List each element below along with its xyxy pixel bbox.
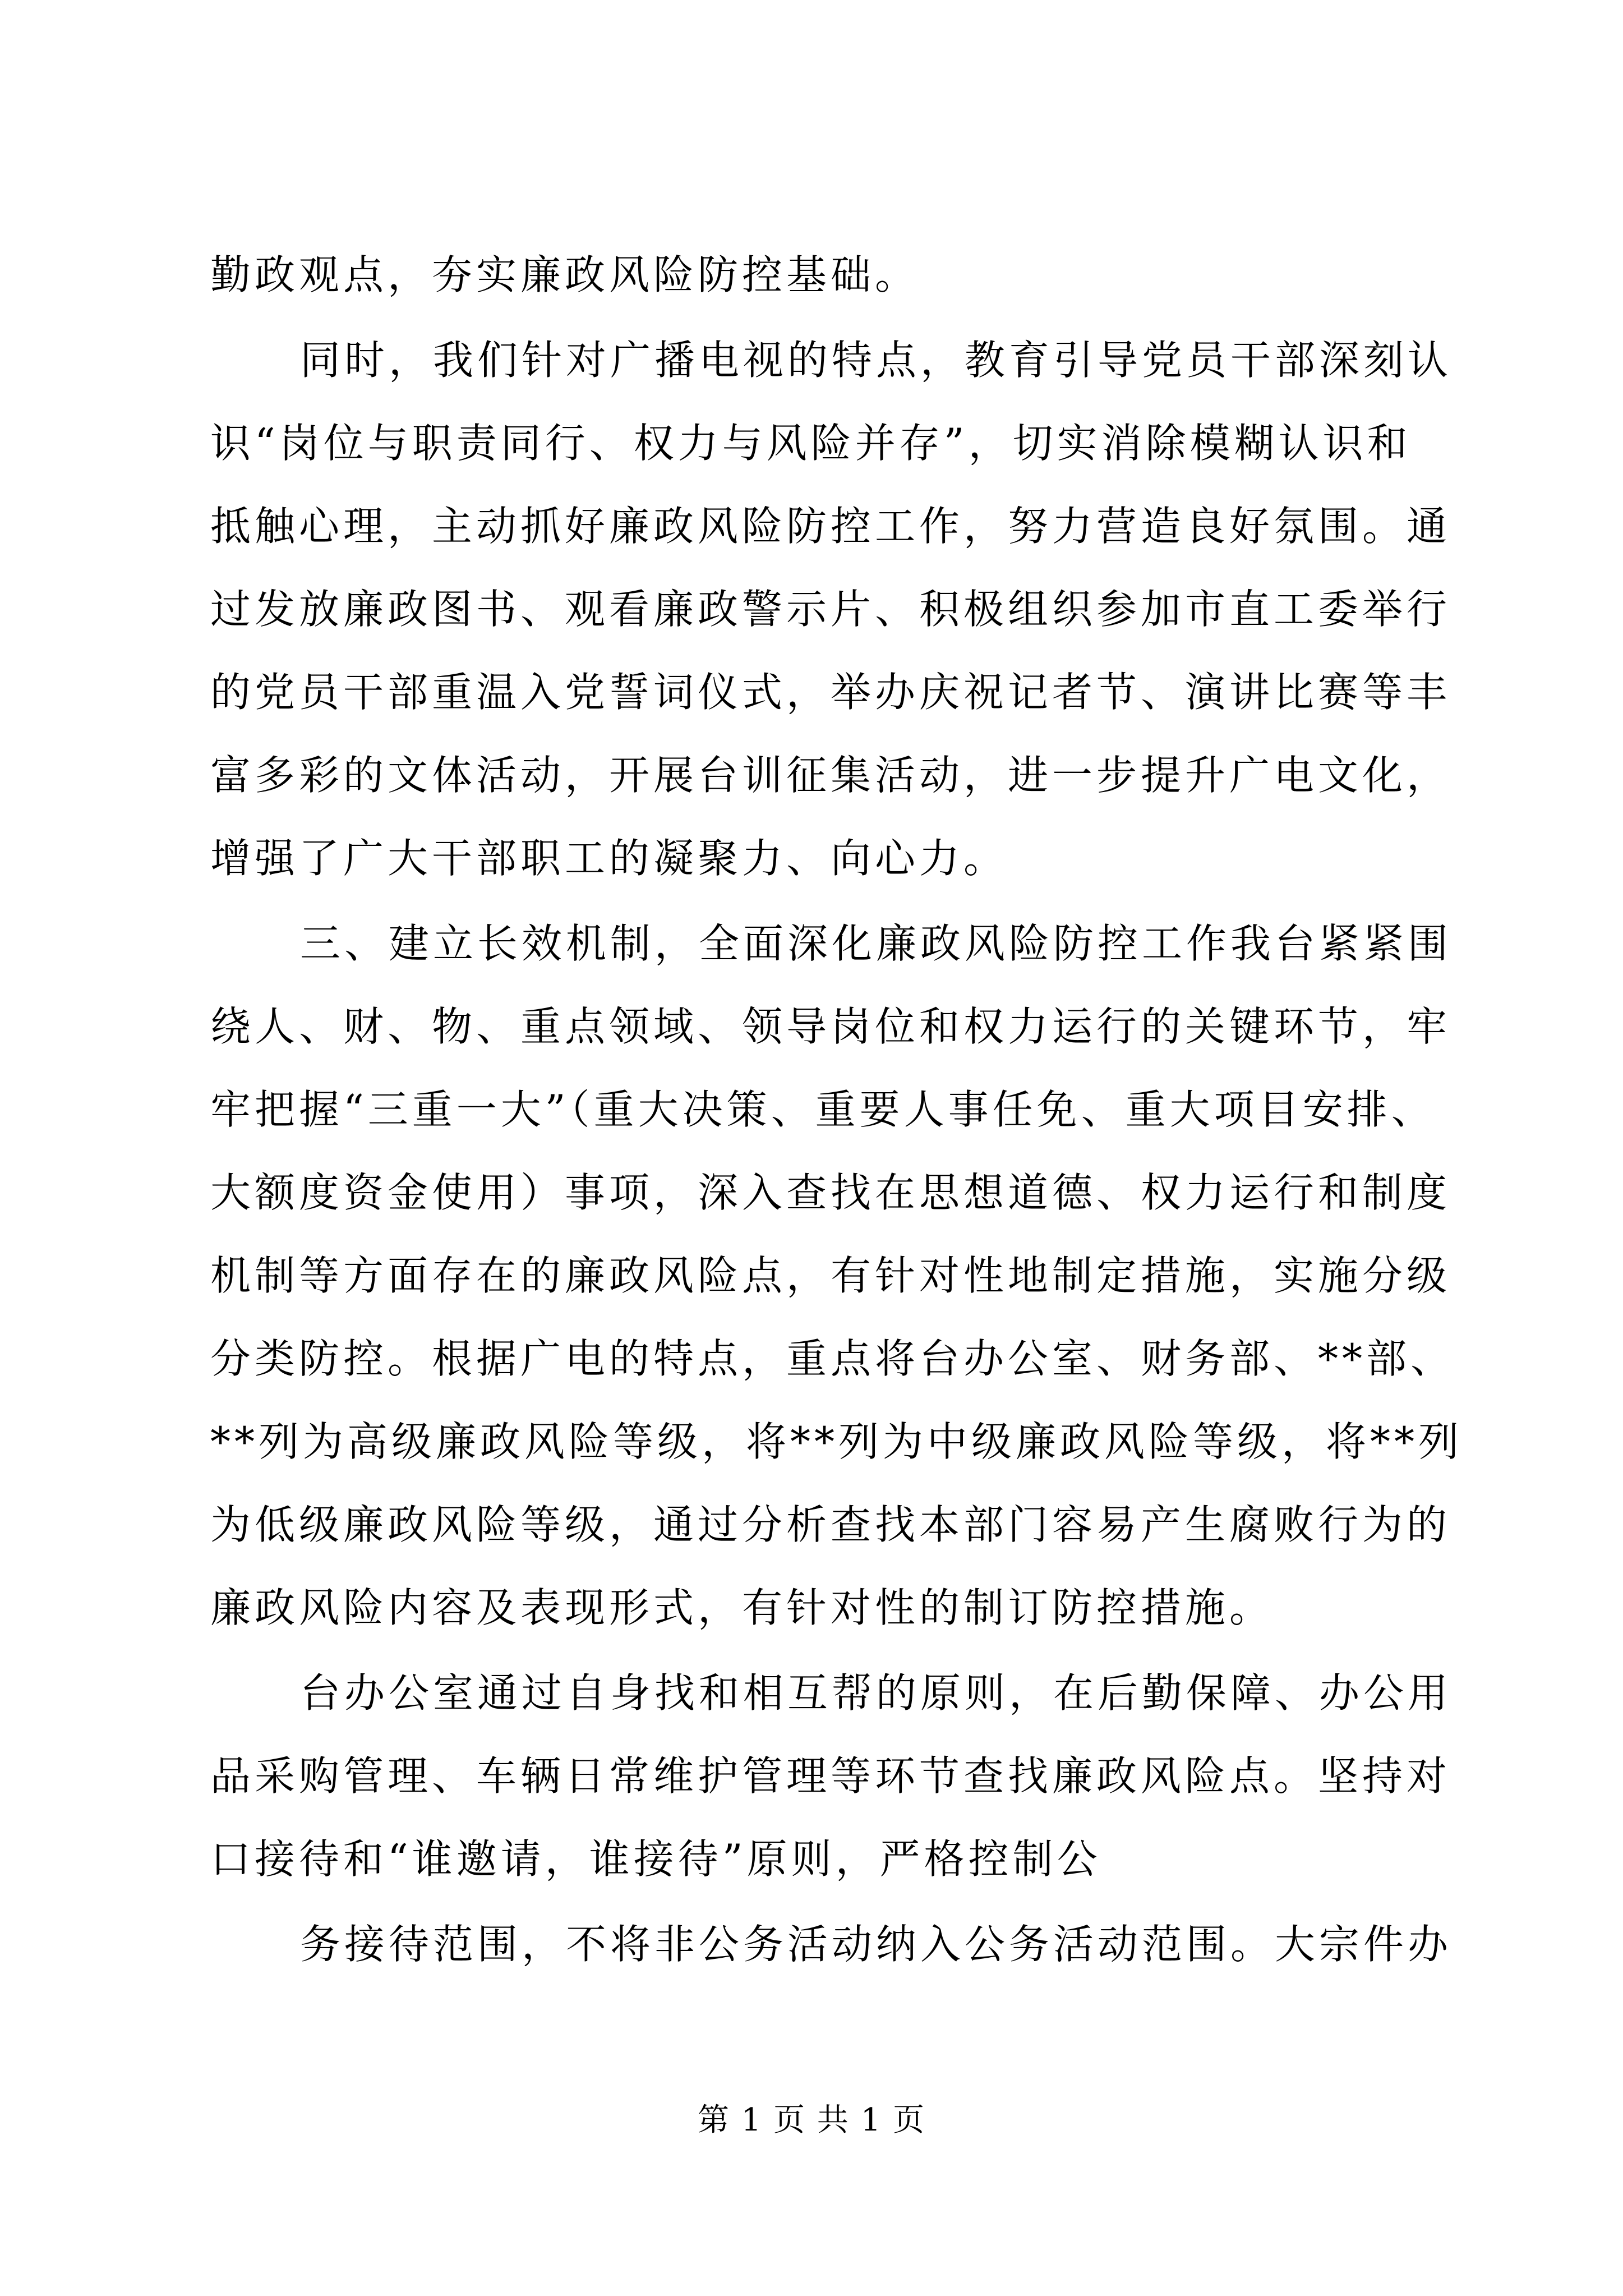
text-line-15: **列为高级廉政风险等级，将**列为中级廉政风险等级，将**列 <box>210 1418 1463 1465</box>
text-line-2: 同时，我们针对广播电视的特点，教育引导党员干部深刻认 <box>300 337 1453 384</box>
text-line-20: 口接待和“谁邀请，谁接待”原则，严格控制公 <box>210 1835 1101 1883</box>
text-line-7: 富多彩的文体活动，开展台训征集活动，进一步提升广电文化， <box>210 752 1451 799</box>
text-line-10: 绕人、财、物、重点领域、领导岗位和权力运行的关键环节，牢 <box>210 1003 1451 1050</box>
text-line-16: 为低级廉政风险等级，通过分析查找本部门容易产生腐败行为的 <box>210 1501 1451 1548</box>
text-line-4: 抵触心理，主动抓好廉政风险防控工作，努力营造良好氛围。通 <box>210 503 1451 550</box>
text-line-19: 品采购管理、车辆日常维护管理等环节查找廉政风险点。坚持对 <box>210 1752 1451 1800</box>
text-line-21: 务接待范围，不将非公务活动纳入公务活动范围。大宗件办 <box>300 1921 1453 1968</box>
text-line-9: 三、建立长效机制，全面深化廉政风险防控工作我台紧紧围 <box>300 920 1453 967</box>
text-line-14: 分类防控。根据广电的特点，重点将台办公室、财务部、**部、 <box>210 1335 1455 1382</box>
text-line-13: 机制等方面存在的廉政风险点，有针对性地制定措施，实施分级 <box>210 1252 1451 1299</box>
text-line-8: 增强了广大干部职工的凝聚力、向心力。 <box>210 835 1008 882</box>
text-line-11: 牢把握“三重一大”（重大决策、重要人事任免、重大项目安排、 <box>210 1086 1436 1133</box>
page-number-footer: 第 1 页 共 1 页 <box>697 2102 926 2138</box>
text-line-12: 大额度资金使用）事项，深入查找在思想道德、权力运行和制度 <box>210 1169 1451 1216</box>
text-line-3: 识“岗位与职责同行、权力与风险并存”，切实消除模糊认识和 <box>210 420 1412 467</box>
text-line-17: 廉政风险内容及表现形式，有针对性的制订防控措施。 <box>210 1584 1274 1631</box>
text-line-18: 台办公室通过自身找和相互帮的原则，在后勤保障、办公用 <box>300 1669 1453 1717</box>
text-line-6: 的党员干部重温入党誓词仪式，举办庆祝记者节、演讲比赛等丰 <box>210 669 1451 716</box>
text-line-5: 过发放廉政图书、观看廉政警示片、积极组织参加市直工委举行 <box>210 586 1451 633</box>
text-line-1: 勤政观点，夯实廉政风险防控基础。 <box>210 251 920 298</box>
